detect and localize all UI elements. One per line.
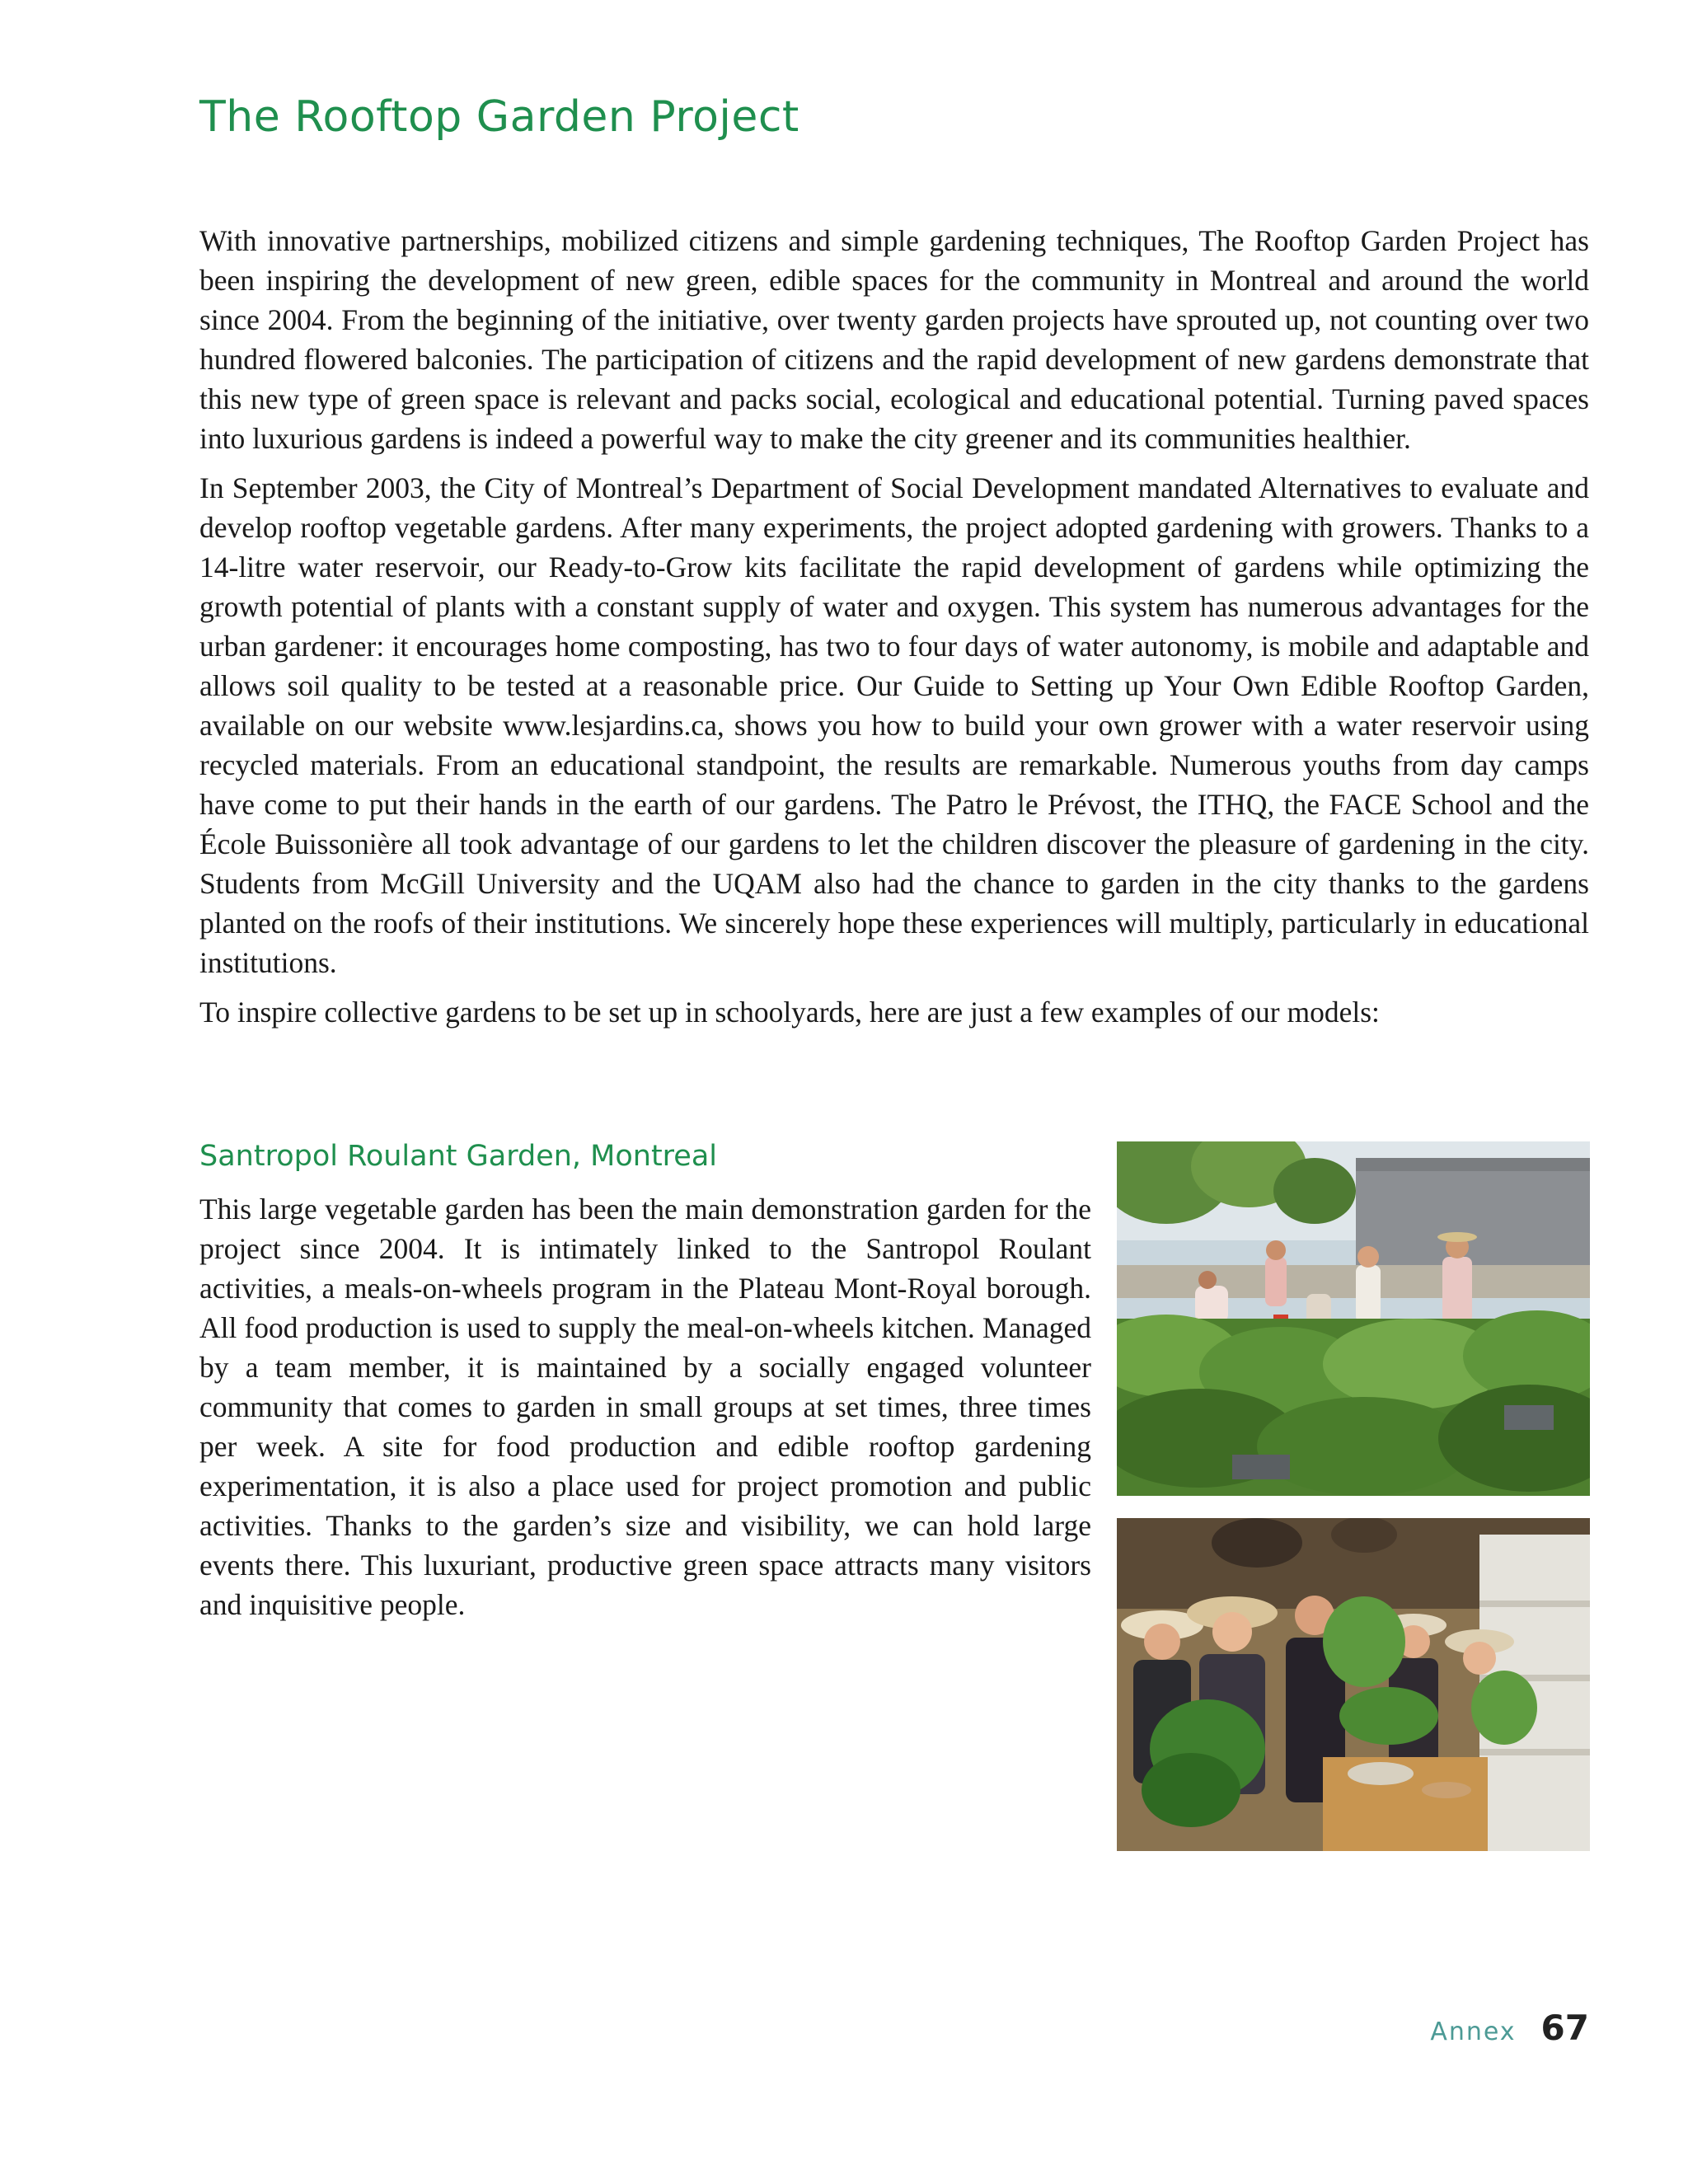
section-paragraph: This large vegetable garden has been the main demonstration garden for the project since 2004. It is intimately linked to the Santropol Roulant activities, a meals-on-wheels program in the Plateau Mont-Royal borough. All food production is used to supply the meal-on-wheels kitchen. Managed by a team member, it is maintained by a socially engaged volunteer community that comes to garden in small groups at set times, three times per week. A site for food production and edible rooftop gardening experimentation, it is also a place used for project promotion and public activities. Thanks to the garden’s size and visibility, we can hold large events there. This luxuriant, productive green space attracts many visitors and inquisitive people.: [199, 1193, 1091, 1621]
section-heading: Santropol Roulant Garden, Montreal: [199, 1140, 718, 1173]
kitchen-volunteers-image: [1117, 1518, 1590, 1851]
paragraph: In September 2003, the City of Montreal’s Department of Social Development mandated Alternatives to evaluate and develop rooftop vegetable gardens. After many experiments, the project adopted gardening with growers. Thanks to a 14-litre water reservoir, our Ready-to-Grow kits facilitate the rapid development of gardens while optimizing the growth potential of plants with a constant supply of water and oxygen. This system has numerous advantages for the urban gardener: it encourages home composting, has two to four days of water autonomy, is mobile and adaptable and allows soil quality to be tested at a reasonable price. Our Guide to Setting up Your Own Edible Rooftop Garden, available on our website www.lesjardins.ca, shows you how to build your own grower with a water reservoir using recycled materials. From an educational standpoint, the results are remarkable. Numerous youths from day camps have come to put their hands in the earth of our gardens. The Patro le Prévost, the ITHQ, the FACE School and the École Buissonière all took advantage of our gardens to let the children discover the pleasure of gardening in the city. Students from McGill University and the UQAM also had the chance to garden in the city thanks to the gardens planted on the roofs of their institutions. We sincerely hope these experiences will multiply, particularly in educational institutions.: [199, 471, 1589, 979]
page-footer: [1430, 2008, 1589, 2048]
intro-body: [199, 221, 1589, 1042]
kitchen-volunteers-photo: [1117, 1518, 1590, 1851]
page-title: The Rooftop Garden Project: [199, 92, 799, 142]
paragraph: To inspire collective gardens to be set up in schoolyards, here are just a few examples of our models:: [199, 996, 1380, 1029]
rooftop-garden-photo: [1117, 1141, 1590, 1496]
footer-section-label: Annex: [1430, 2018, 1517, 2046]
paragraph: With innovative partnerships, mobilized citizens and simple gardening techniques, The Rooftop Garden Project has been inspiring the development of new green, edible spaces for the community in Montreal and around the world since 2004. From the beginning of the initiative, over twenty garden projects have sprouted up, not counting over two hundred flowered balconies. The participation of citizens and the rapid development of new gardens demonstrate that this new type of green space is relevant and packs social, ecological and educational potential. Turning paved spaces into luxurious gardens is indeed a powerful way to make the city greener and its communities healthier.: [199, 224, 1589, 455]
rooftop-garden-image: [1117, 1141, 1590, 1496]
page-number: 67: [1540, 2008, 1589, 2048]
